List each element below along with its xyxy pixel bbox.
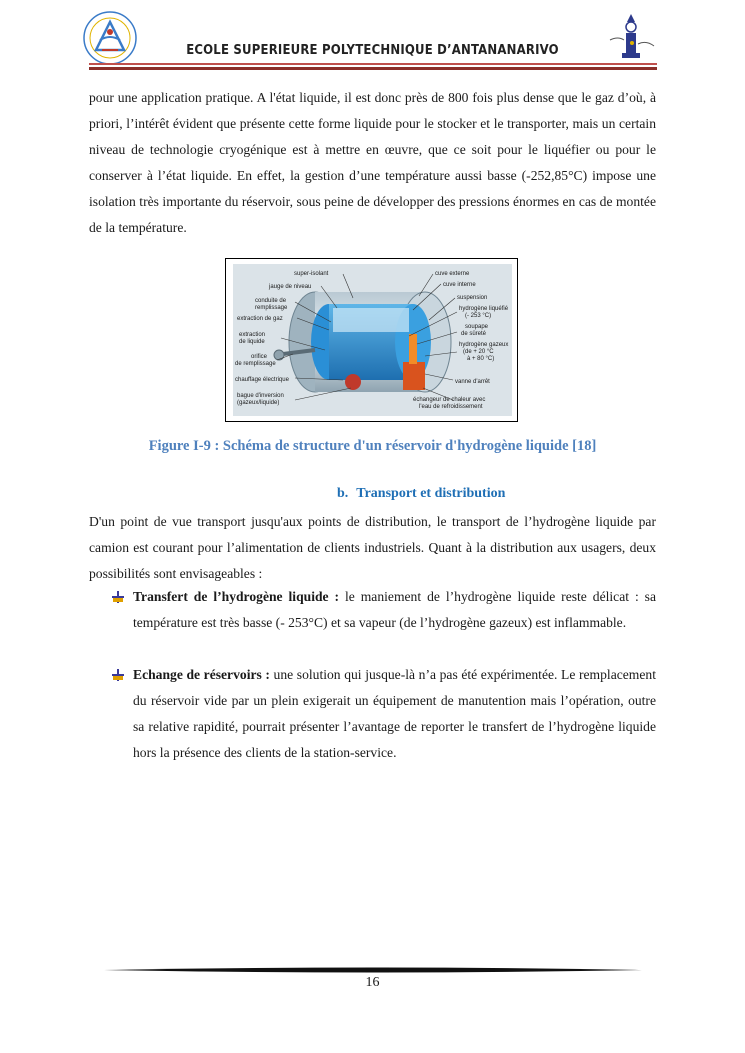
diagram-label-left: conduite de	[255, 298, 287, 304]
diagram-label-right: l'eau de refroidissement	[419, 404, 483, 410]
diagram-label-right: suspension	[457, 295, 488, 301]
diagram-label-right: soupape	[465, 324, 489, 330]
footer-rule	[104, 966, 642, 974]
diagram-label-right: à + 80 °C)	[467, 356, 495, 362]
bullet-marker-icon	[112, 591, 124, 603]
section-heading	[337, 486, 505, 502]
bullet-marker-icon	[112, 669, 124, 681]
diagram-label-left: remplissage	[255, 305, 288, 311]
transport-paragraph: D'un point de vue transport jusqu'aux points de distribution, le transport de l’hydrogène liquide par camion est courant pour l’alimentation de clients industriels. Quant à la distribution aux usagers, deux possibilités sont envisageables :	[89, 514, 656, 581]
diagram-label-right: échangeur de chaleur avec	[413, 397, 486, 403]
diagram-label-right: de sûreté	[461, 331, 487, 337]
diagram-label-right: (de + 20 °C	[463, 349, 494, 355]
diagram-label-left: extraction	[239, 332, 266, 338]
diagram-label-left: de liquide	[239, 339, 265, 345]
header-rule-thin	[89, 63, 657, 65]
intro-paragraph: pour une application pratique. A l'état liquide, il est donc près de 800 fois plus dense que le gaz d’où, à priori, l’intérêt évident que présente cette forme liquide pour le stocker et le transporter, mais un certain niveau de technologie cryogénique est à mettre en œuvre, que ce soit pour le liquéfier ou pour le conserver à l’état liquide. En effet, la gestion d’une température aussi basse (-252,85°C) impose une isolation très importante du réservoir, sous peine de développer des pressions énormes en cas de montée de la température.	[89, 90, 656, 235]
school-name: ECOLE SUPERIEURE POLYTECHNIQUE D’ANTANANARIVO	[186, 43, 559, 58]
tank-diagram-illustration	[233, 264, 512, 416]
page-number: 16	[365, 975, 380, 990]
section-number: b.	[337, 486, 349, 501]
diagram-label-left: (gazeux/liquide)	[237, 400, 280, 406]
diagram-label-left: de remplissage	[235, 361, 276, 367]
bullet-text: une solution qui jusque-là n’a pas été expérimentée. Le remplacement du réservoir vide par un plein exigerait un équipement de manutention mais l’opération, outre sa relative rapidité, pourrait présenter l’avantage de reporter le transfert de l’hydrogène liquide hors la présence des clients de la station-service.	[133, 667, 656, 760]
bullet-text: le maniement de l’hydrogène liquide reste délicat : sa température est très basse (- 253°C) et sa vapeur (de l’hydrogène gazeux) est inflammable.	[133, 589, 656, 630]
diagram-label-left: super-isolant	[294, 271, 329, 277]
bullet-item	[133, 584, 656, 636]
tank-diagram	[233, 264, 512, 416]
diagram-label-right: (- 253 °C)	[465, 313, 492, 319]
figure-caption: Figure I-9 : Schéma de structure d'un réservoir d'hydrogène liquide [18]	[148, 438, 597, 454]
diagram-label-left: orifice	[251, 354, 268, 360]
header-rule-thick	[89, 67, 657, 70]
diagram-label-left: bague d'inversion	[237, 393, 284, 399]
diagram-label-left: chauffage électrique	[235, 377, 289, 383]
diagram-label-left: jauge de niveau	[269, 284, 312, 290]
bullet-item	[133, 662, 656, 766]
bullet-lead: Transfert de l’hydrogène liquide :	[133, 589, 340, 604]
diagram-label-right: cuve interne	[443, 282, 476, 288]
diagram-label-right: vanne d'arrêt	[455, 379, 490, 385]
diagram-label-right: hydrogène gazeux	[459, 342, 509, 348]
diagram-label-right: hydrogène liquéfié	[459, 306, 509, 312]
bullet-lead: Echange de réservoirs :	[133, 667, 270, 682]
section-title: Transport et distribution	[356, 486, 506, 501]
figure-frame	[225, 258, 518, 422]
diagram-label-left: extraction de gaz	[237, 316, 283, 322]
diagram-label-right: cuve externe	[435, 271, 470, 277]
